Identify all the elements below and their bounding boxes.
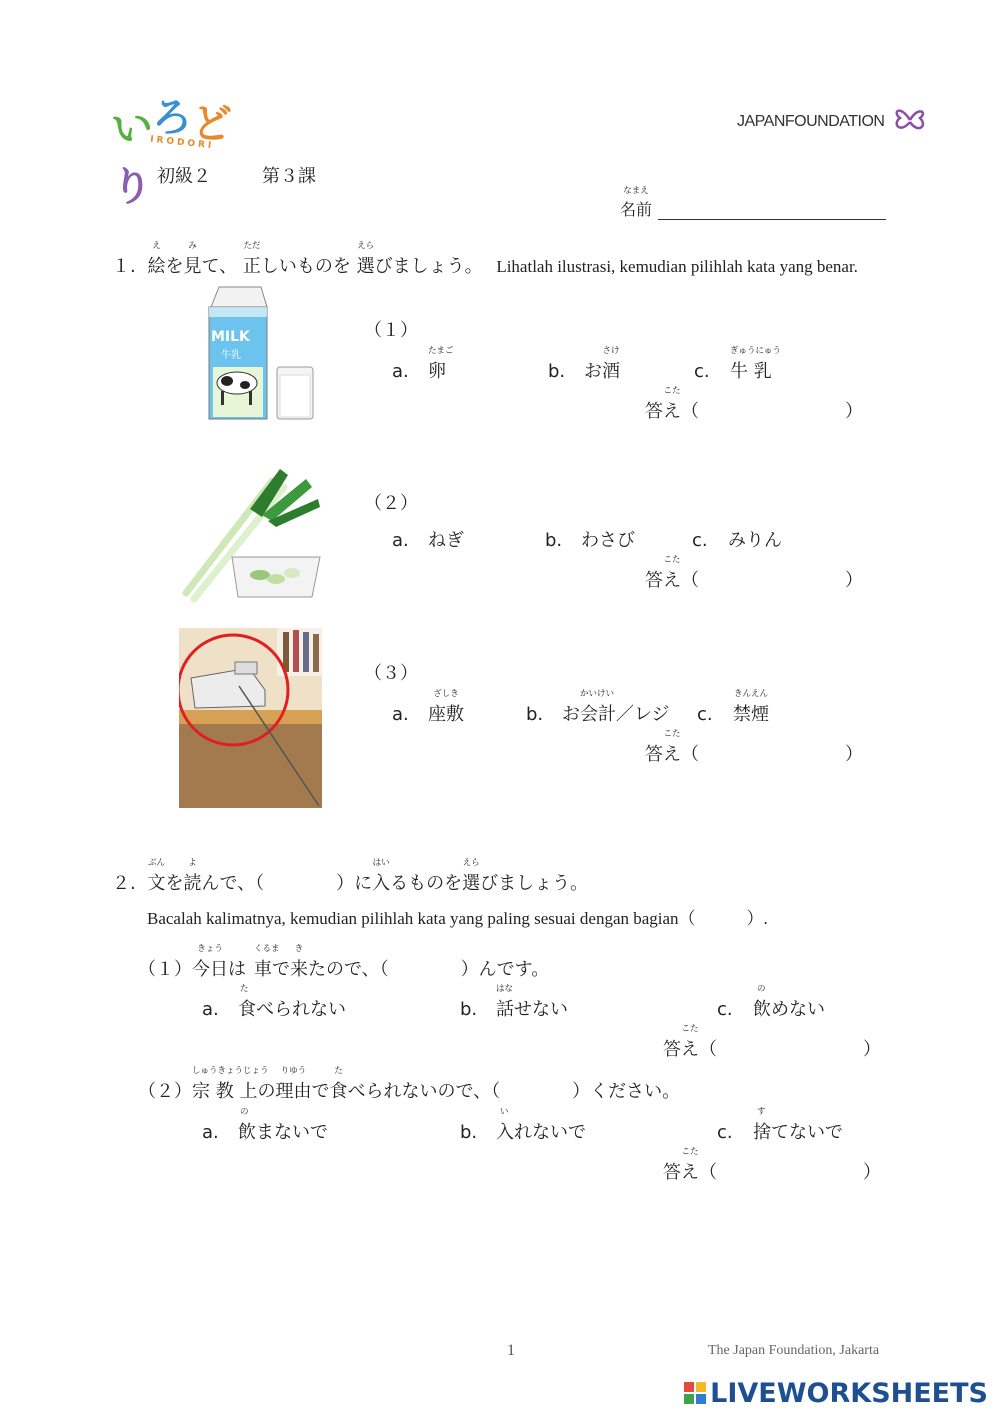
name-label: 名前 bbox=[620, 200, 653, 219]
liveworksheets-watermark bbox=[684, 1378, 988, 1409]
q1-1-option-b[interactable]: b. お さけ 酒 bbox=[548, 346, 620, 382]
q1-1-answer: こた 答え（ ） bbox=[645, 386, 863, 422]
q1-2-answer: こた 答え（ ） bbox=[645, 555, 863, 591]
q1-2-answer-input[interactable] bbox=[699, 570, 843, 591]
ruby-gyuunyuu: ぎゅうにゅう bbox=[730, 346, 781, 356]
section2-number: ２. bbox=[112, 873, 136, 894]
q2-1-option-b[interactable]: b. はな 話せない bbox=[460, 984, 568, 1020]
word-shii: しいものを bbox=[260, 256, 351, 277]
section1-heading bbox=[112, 241, 858, 278]
q2-2-option-b[interactable]: b. い 入れないで bbox=[460, 1107, 586, 1143]
liveworksheets-logo-icon bbox=[684, 1382, 706, 1404]
ruby-kaikei: かいけい bbox=[580, 689, 615, 699]
ruby-e: え bbox=[152, 241, 161, 251]
milk-carton-and-glass-image bbox=[205, 285, 323, 423]
q2-1-answer-input[interactable] bbox=[717, 1039, 861, 1060]
ruby-kinen: きんえん bbox=[733, 689, 768, 699]
logo-letter-ri: り bbox=[112, 164, 152, 210]
lesson-label: 第３課 bbox=[262, 166, 316, 187]
name-field bbox=[620, 186, 886, 220]
ruby-era: えら bbox=[357, 241, 375, 251]
word-bimashou: びましょう。 bbox=[374, 256, 483, 277]
word-wo: を bbox=[165, 256, 184, 277]
q2-1-option-a[interactable]: a. た 食べられない bbox=[202, 984, 346, 1020]
q1-3-option-a[interactable]: a. ざしき 座敷 bbox=[392, 689, 464, 725]
q2-1-answer: こた 答え（ ） bbox=[663, 1024, 881, 1060]
q1-1-option-a[interactable]: a. たまご 卵 bbox=[392, 346, 454, 382]
q1-1-label: （１） bbox=[364, 320, 418, 341]
logo-letter-i: い bbox=[108, 101, 158, 155]
q2-2-answer-input[interactable] bbox=[717, 1162, 861, 1183]
japan-foundation-logo bbox=[737, 104, 928, 136]
q2-1-sentence: （１） きょう 今日は くるま 車で き 来たので、（ ）んです。 bbox=[138, 944, 550, 980]
ruby-tamago: たまご bbox=[428, 346, 454, 356]
q1-3-option-c[interactable]: c. きんえん 禁煙 bbox=[697, 689, 769, 725]
section1-instruction-id: Lihatlah ilustrasi, kemudian pilihlah kata yang benar. bbox=[496, 257, 858, 276]
ruby-zashiki: ざしき bbox=[433, 689, 459, 699]
footer-credit: The Japan Foundation, Jakarta bbox=[708, 1343, 880, 1358]
q1-2-label: （２） bbox=[364, 493, 418, 514]
logo-subtitle: IRODORI bbox=[149, 134, 215, 152]
section1-number: １. bbox=[112, 256, 136, 277]
word-mi: 見 bbox=[183, 256, 202, 277]
logo-letter-do: ど bbox=[192, 101, 232, 147]
q1-3-answer-input[interactable] bbox=[699, 744, 843, 765]
milk-label-jp: 牛乳 bbox=[221, 350, 241, 361]
q2-1-option-c[interactable]: c. の 飲めない bbox=[717, 984, 825, 1020]
q1-3-label: （３） bbox=[364, 663, 418, 684]
q1-3-option-b[interactable]: b. かいけい お会計／レジ bbox=[526, 689, 670, 725]
page-number: 1 bbox=[507, 1342, 515, 1359]
level-label: 初級２ bbox=[157, 166, 211, 187]
word-te: て、 bbox=[201, 256, 238, 277]
q2-2-option-c[interactable]: c. す 捨てないで bbox=[717, 1107, 843, 1143]
q1-2-option-b[interactable]: b. わさび bbox=[545, 530, 635, 551]
ruby-sake: さけ bbox=[602, 346, 620, 356]
milk-label: MILK bbox=[211, 329, 250, 345]
green-onion-image bbox=[180, 465, 325, 605]
cash-register-image bbox=[179, 628, 322, 808]
q1-2-option-c[interactable]: c. みりん bbox=[692, 530, 782, 551]
q1-1-answer-input[interactable] bbox=[699, 401, 843, 422]
name-ruby: なまえ bbox=[623, 186, 649, 196]
q2-2-option-a[interactable]: a. の 飲まないで bbox=[202, 1107, 328, 1143]
watermark-text: LIVEWORKSHEETS bbox=[710, 1378, 988, 1409]
q1-2-option-a[interactable]: a. ねぎ bbox=[392, 530, 464, 551]
q2-2-sentence: （２） しゅうきょうじょう 宗 教 上の りゆう 理由で た 食べられないので、（ ）ください。 bbox=[138, 1066, 681, 1102]
ruby-mi: み bbox=[188, 241, 197, 251]
section2-heading: ２. ぶん 文を よ 読んで、（ ）に はい 入るものを えら 選びましょう。 bbox=[112, 858, 589, 894]
butterfly-icon bbox=[892, 104, 928, 136]
word-era: 選 bbox=[356, 256, 375, 277]
q1-3-answer: こた 答え（ ） bbox=[645, 729, 863, 765]
logo-letter-ro: ろ bbox=[152, 95, 192, 141]
brand-text: JAPANFOUNDATION bbox=[737, 113, 885, 130]
q1-1-option-c[interactable]: c. ぎゅうにゅう 牛 乳 bbox=[694, 346, 781, 382]
word-tada: 正 bbox=[242, 256, 261, 277]
word-e: 絵 bbox=[147, 256, 166, 277]
name-input-line[interactable] bbox=[658, 203, 886, 220]
ruby-tada: ただ bbox=[243, 241, 261, 251]
q2-2-answer: こた 答え（ ） bbox=[663, 1147, 881, 1183]
section2-instruction-id: Bacalah kalimatnya, kemudian pilihlah kata yang paling sesuai dengan bagian（ ）. bbox=[147, 909, 768, 928]
